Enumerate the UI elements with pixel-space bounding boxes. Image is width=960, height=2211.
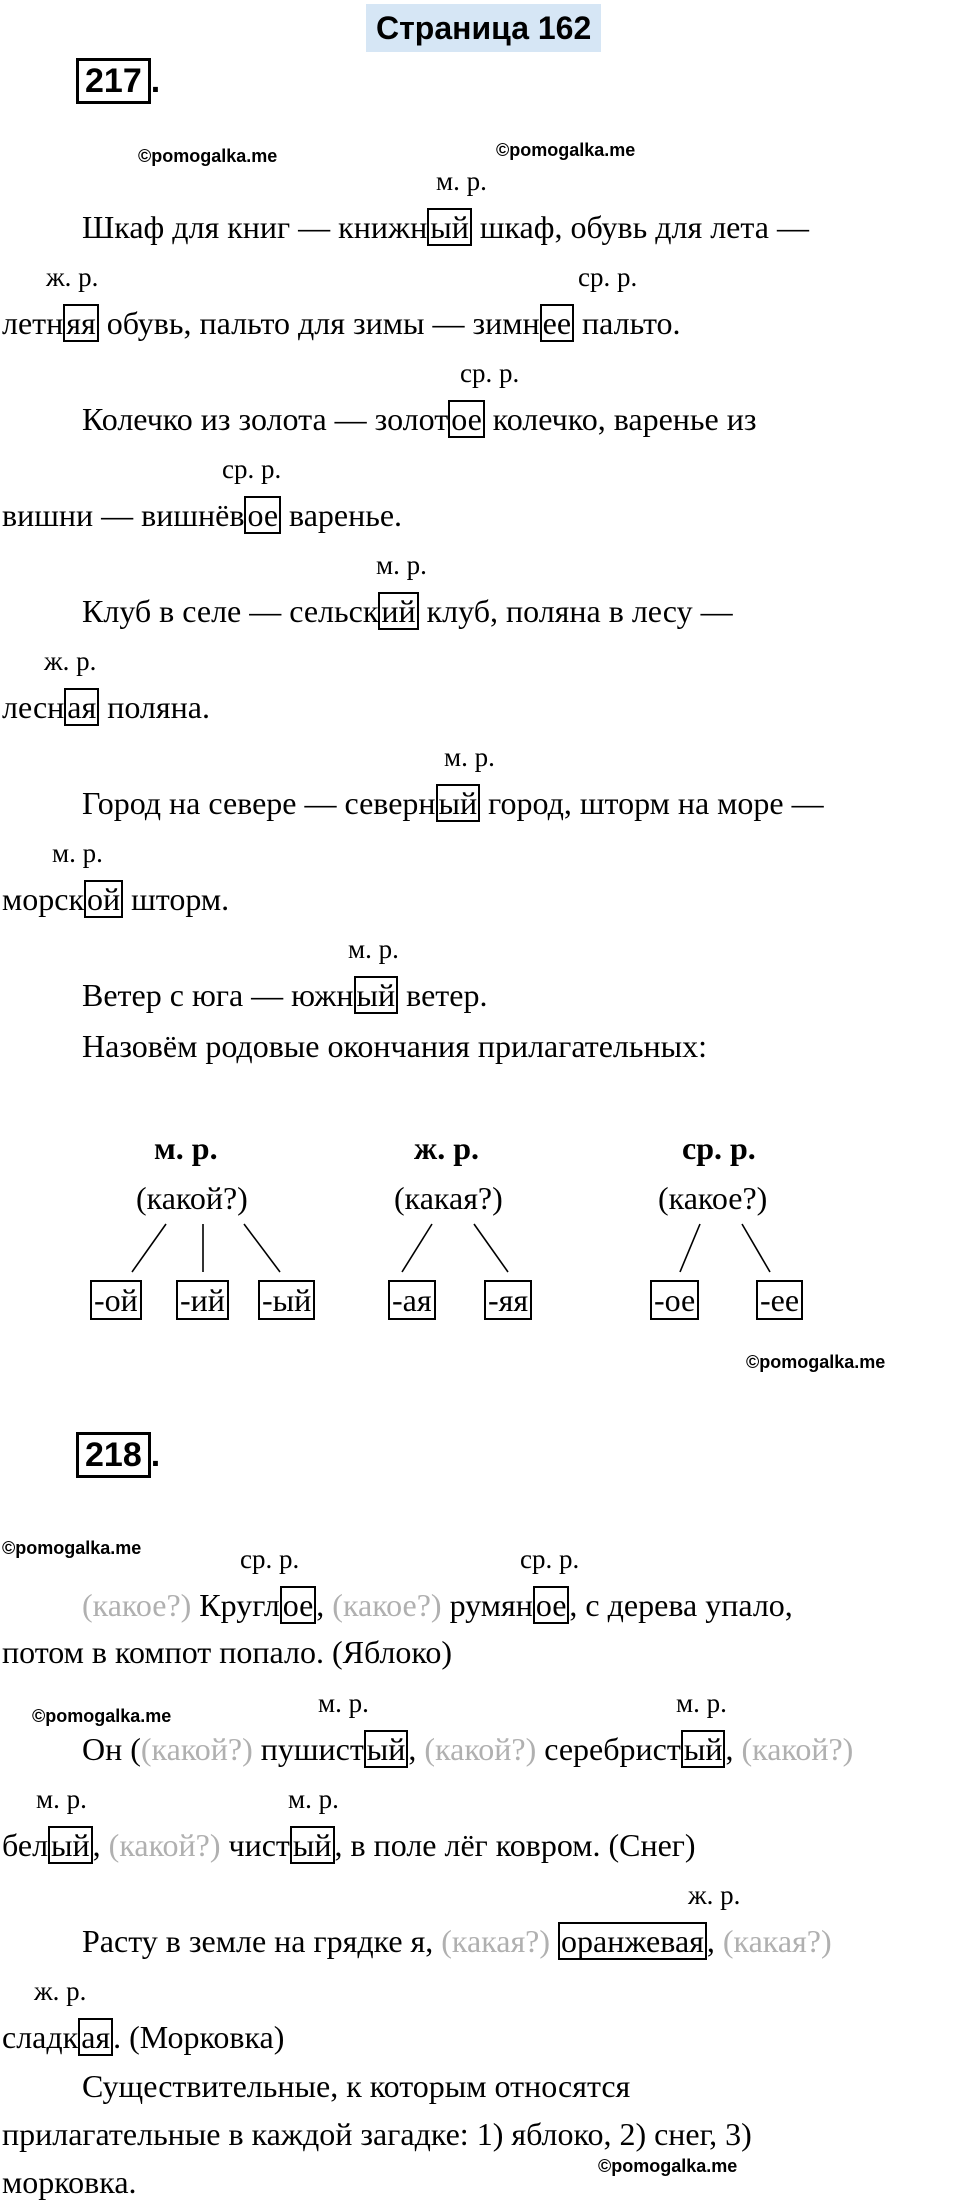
gender-label: ср. р. bbox=[578, 262, 638, 292]
gender-label: ср. р. bbox=[460, 358, 520, 388]
text-line: морковка. bbox=[2, 2164, 137, 2200]
text-line: прилагательные в каждой загадке: 1) яблоко, 2) снег, 3) bbox=[2, 2116, 752, 2152]
watermark: ©pomogalka.me bbox=[32, 1706, 172, 1726]
gender-label: м. р. bbox=[36, 1784, 87, 1814]
ending-box: -яя bbox=[484, 1280, 532, 1320]
gender-label: м. р. bbox=[436, 166, 487, 196]
scheme-head-f: ж. р. bbox=[414, 1130, 479, 1166]
ending-box: -ое bbox=[650, 1280, 699, 1320]
gender-label: ж. р. bbox=[688, 1880, 741, 1910]
scheme-line bbox=[474, 1224, 508, 1272]
gender-label: ср. р. bbox=[222, 454, 282, 484]
text-line: лесная поляна. bbox=[2, 689, 210, 725]
watermark: ©pomogalka.me bbox=[598, 2156, 738, 2176]
scheme-line bbox=[402, 1224, 432, 1272]
text-line: морской шторм. bbox=[2, 881, 230, 917]
gender-label: ср. р. bbox=[240, 1544, 300, 1574]
text-line: Шкаф для книг — книжный шкаф, обувь для лета — bbox=[82, 209, 809, 245]
page-title: Страница 162 bbox=[366, 4, 601, 52]
gender-label: ср. р. bbox=[520, 1544, 580, 1574]
gender-label: м. р. bbox=[52, 838, 103, 868]
gender-label: м. р. bbox=[376, 550, 427, 580]
text-line: Колечко из золота — золотое колечко, варенье из bbox=[82, 401, 757, 437]
scheme-head-n: ср. р. bbox=[682, 1130, 756, 1166]
ending-box: -ая bbox=[388, 1280, 436, 1320]
text-line: Расту в земле на грядке я, (какая?) оранжевая, (какая?) bbox=[82, 1923, 832, 1959]
gender-label: м. р. bbox=[288, 1784, 339, 1814]
watermark: ©pomogalka.me bbox=[746, 1352, 886, 1372]
text-line: потом в компот попало. (Яблоко) bbox=[2, 1634, 452, 1670]
scheme-line bbox=[244, 1224, 280, 1272]
text-line: Клуб в селе — сельский клуб, поляна в лесу — bbox=[82, 593, 733, 629]
scheme-head-m: м. р. bbox=[154, 1130, 218, 1166]
scheme-line bbox=[742, 1224, 770, 1272]
exercise-number-217: 217 . bbox=[76, 58, 160, 104]
ending-box: -ее bbox=[756, 1280, 803, 1320]
watermark: ©pomogalka.me bbox=[2, 1538, 142, 1558]
gender-label: м. р. bbox=[318, 1688, 369, 1718]
ending-box: -ый bbox=[258, 1280, 315, 1320]
gender-label: м. р. bbox=[676, 1688, 727, 1718]
watermark: ©pomogalka.me bbox=[496, 140, 636, 160]
gender-label: ж. р. bbox=[34, 1976, 87, 2006]
ending-box: -ий bbox=[176, 1280, 229, 1320]
text-line: летняя обувь, пальто для зимы — зимнее пальто. bbox=[2, 305, 681, 341]
watermark: ©pomogalka.me bbox=[138, 146, 278, 166]
text-line: белый, (какой?) чистый, в поле лёг ковром. (Снег) bbox=[2, 1827, 696, 1863]
text-line: Назовём родовые окончания прилагательных: bbox=[82, 1028, 707, 1064]
exercise-number-218: 218 . bbox=[76, 1432, 160, 1478]
text-line: (какое?) Круглое, (какое?) румяное, с дерева упало, bbox=[82, 1587, 793, 1623]
ending-box: -ой bbox=[90, 1280, 142, 1320]
text-line: Существительные, к которым относятся bbox=[82, 2068, 631, 2104]
text-line: сладкая. (Морковка) bbox=[2, 2019, 285, 2055]
text-line: Ветер с юга — южный ветер. bbox=[82, 977, 488, 1013]
gender-label: м. р. bbox=[348, 934, 399, 964]
text-line: Он ((какой?) пушистый, (какой?) серебристый, (какой?) bbox=[82, 1731, 854, 1767]
scheme-line bbox=[680, 1224, 700, 1272]
text-line: Город на севере — северный город, шторм на море — bbox=[82, 785, 824, 821]
scheme-question-f: (какая?) bbox=[394, 1180, 503, 1216]
text-line: вишни — вишнёвое варенье. bbox=[2, 497, 403, 533]
scheme-question-n: (какое?) bbox=[658, 1180, 768, 1216]
gender-label: м. р. bbox=[444, 742, 495, 772]
gender-label: ж. р. bbox=[46, 262, 99, 292]
scheme-line bbox=[132, 1224, 166, 1272]
gender-label: ж. р. bbox=[44, 646, 97, 676]
scheme-question-m: (какой?) bbox=[136, 1180, 248, 1216]
